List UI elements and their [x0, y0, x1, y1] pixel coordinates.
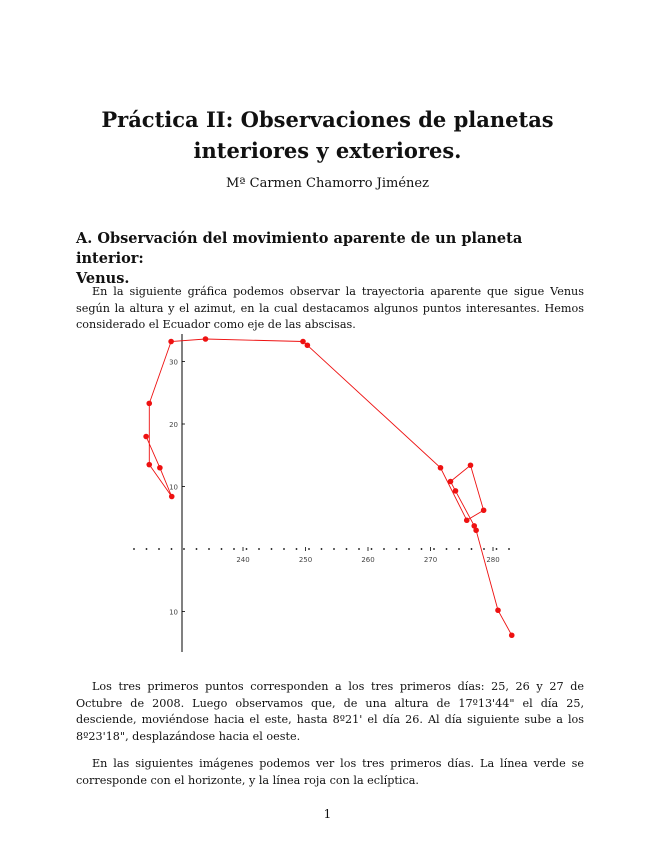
x-tick-label: 250 — [298, 556, 313, 564]
data-point — [473, 527, 479, 533]
x-axis-dot — [258, 548, 260, 550]
x-tick-label: 280 — [486, 556, 500, 564]
data-point — [146, 462, 152, 468]
x-axis-dot — [296, 548, 298, 550]
x-axis-dot — [333, 548, 335, 550]
paragraph-images: En las siguientes imágenes podemos ver los tres primeros días. La línea verde se corresponde con el horizonte, y la línea roja con la eclíptica. — [76, 757, 584, 787]
x-axis-dot — [321, 548, 323, 550]
x-axis-dot — [246, 548, 248, 550]
data-point — [203, 336, 209, 342]
data-point — [169, 494, 175, 500]
x-axis-dot — [483, 548, 485, 550]
y-tick-label: 10 — [169, 608, 178, 617]
data-point — [143, 434, 149, 440]
x-axis-dot — [158, 548, 160, 550]
x-axis-dot — [283, 548, 285, 550]
section-heading-line-2: Venus. — [76, 270, 130, 287]
x-axis-dot — [271, 548, 273, 550]
data-point — [464, 517, 470, 523]
data-point — [157, 465, 163, 471]
data-point — [168, 339, 174, 345]
x-axis-dot — [371, 548, 373, 550]
x-axis-dot — [346, 548, 348, 550]
x-axis-dot — [208, 548, 210, 550]
y-tick-label: 30 — [169, 358, 178, 367]
section-heading-line-1: A. Observación del movimiento aparente de un planeta interior: — [76, 230, 523, 267]
author: Mª Carmen Chamorro Jiménez — [226, 176, 429, 191]
x-tick-label: 260 — [361, 556, 375, 564]
y-tick-label: 10 — [169, 483, 178, 492]
x-axis-dot — [183, 548, 185, 550]
series-line — [146, 339, 512, 635]
x-axis-dot — [358, 548, 360, 550]
x-axis-dot — [446, 548, 448, 550]
x-tick-label: 270 — [423, 556, 438, 564]
data-point — [300, 339, 306, 345]
page-title — [60, 104, 595, 166]
x-tick-label: 240 — [236, 556, 250, 564]
x-axis-dot — [496, 548, 498, 550]
page-number: 1 — [323, 807, 332, 821]
x-axis-dot — [421, 548, 423, 550]
x-axis-dot — [133, 548, 135, 550]
x-axis-dot — [458, 548, 460, 550]
title-line-2: interiores y exteriores. — [193, 138, 462, 163]
paragraph-intro: En la siguiente gráfica podemos observar la trayectoria aparente que sigue Venus según la altura y el azimut, en la cual destacamos algunos puntos interesantes. Hemos considerado el Ecuador como eje de las abscisas. — [76, 285, 584, 332]
data-point — [453, 488, 459, 494]
x-axis-dot — [433, 548, 435, 550]
x-axis-dot — [408, 548, 410, 550]
x-axis-dot — [196, 548, 198, 550]
x-axis-dot — [221, 548, 223, 550]
x-axis-dot — [308, 548, 310, 550]
x-axis-dot — [383, 548, 385, 550]
section-heading — [76, 229, 586, 289]
data-point — [468, 462, 474, 468]
x-axis-dot — [396, 548, 398, 550]
y-tick-label: 20 — [169, 421, 178, 429]
x-axis-dot — [233, 548, 235, 550]
data-point — [448, 479, 454, 485]
data-point — [438, 465, 444, 471]
title-line-1: Práctica II: Observaciones de planetas — [101, 107, 554, 132]
x-axis-dot — [171, 548, 173, 550]
data-point — [509, 632, 515, 638]
paragraph-first-days: Los tres primeros puntos corresponden a los tres primeros días: 25, 26 y 27 de Octubre de 2008. Luego observamos que, de una altura de 17º13'44" el día 25, desciende, moviéndose hacia el este, hasta 8º21' el día 26. Al día siguiente sube a los 8º23'18", desplazándose hacia el oeste. — [76, 680, 584, 743]
venus-trajectory-chart — [120, 330, 540, 660]
x-axis-dot — [508, 548, 510, 550]
x-axis-dot — [471, 548, 473, 550]
data-point — [481, 507, 487, 513]
data-point — [305, 342, 311, 348]
x-axis-dot — [146, 548, 148, 550]
data-point — [495, 607, 501, 613]
data-point — [146, 401, 152, 407]
